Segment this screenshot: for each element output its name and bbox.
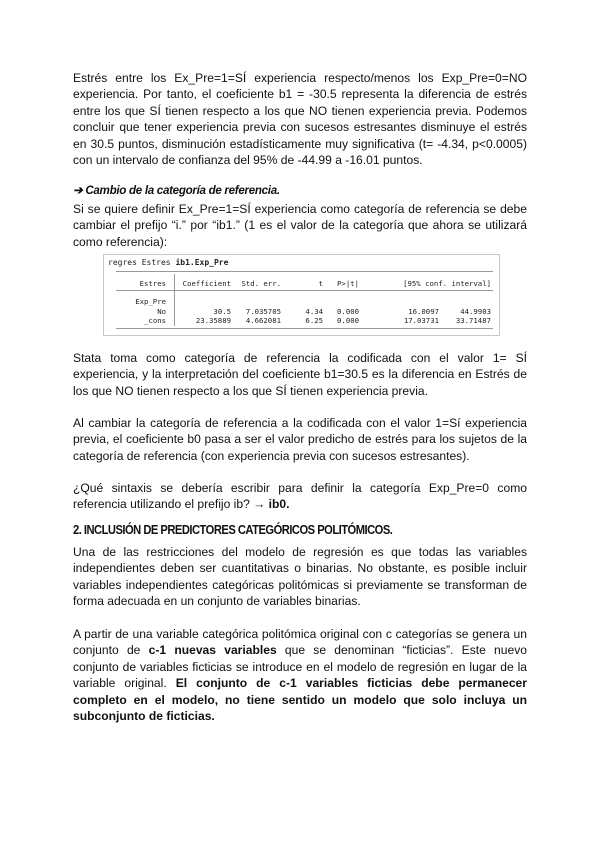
paragraph-interpretation-text: Estrés entre los Ex_Pre=1=SÍ experiencia respecto/menos los Exp_Pre=0=NO experiencia. Por tanto, el coeficiente b1 = -30.5 representa la diferencia de estrés entre los que SÍ tienen respecto a los que NO tienen experiencia previa. Podemos concluir que tener experiencia previa con sucesos estresantes disminuye el estrés en 30.5 puntos, disminución estadísticamente muy significativa (t= -4.34, p<0.0005) con un intervalo de confianza del 95% de -44.99 a -16.01 puntos. — [73, 71, 527, 168]
stata-command — [108, 258, 228, 267]
stata-header-p: P>|t| — [337, 279, 359, 288]
dummy-text-a: A partir de una variable categórica politómica original con c categorías se genera un conjunto de — [73, 627, 527, 658]
stata-command-factor: ib1.Exp_Pre — [175, 258, 229, 267]
stata-row-t: 6.25 — [305, 316, 323, 325]
stata-row-p: 0.000 — [337, 307, 359, 316]
stata-row-label: No — [157, 307, 166, 316]
stata-row-p: 0.000 — [337, 316, 359, 325]
stata-row-ci-low: 16.0097 — [408, 307, 439, 316]
stata-row-cons — [116, 316, 493, 326]
stata-row-se: 4.662081 — [245, 316, 281, 325]
stata-header-row — [116, 279, 493, 289]
stata-row-se: 7.035705 — [245, 307, 281, 316]
stata-row-ci-high: 44.9903 — [460, 307, 491, 316]
stata-bottom-rule — [116, 328, 493, 329]
stata-row-ci-low: 17.03731 — [403, 316, 439, 325]
stata-top-rule — [116, 271, 493, 272]
paragraph-ib1-prefix: Si se quiere definir Ex_Pre=1=SÍ experiencia como categoría de referencia se debe cambiar el prefijo “i.” por “ib1.” (1 es el valor de la categoría que ahora se utilizará como referencia): — [73, 202, 527, 249]
stata-header-depvar: Estres — [139, 279, 166, 288]
paragraph-interpretation — [73, 70, 527, 168]
paragraph-b0-interpretation: Al cambiar la categoría de referencia a la codificada con el valor 1=Sí experiencia previa, el coeficiente b0 pasa a ser el valor predicho de estrés para los sujetos de la categoría de referencia (con experiencia previa con sucesos estresantes). — [73, 416, 527, 463]
stata-row-coef: 23.35889 — [195, 316, 231, 325]
stata-group-label: Exp_Pre — [135, 297, 166, 306]
dummy-bold-1: c-1 nuevas variables — [148, 643, 277, 658]
section-heading: 2. INCLUSIÓN DE PREDICTORES CATEGÓRICOS POLITÓMICOS. — [73, 522, 393, 537]
stata-header-se: Std. err. — [241, 279, 281, 288]
stata-header-rule — [116, 290, 493, 291]
subheading-reference-category: ➔ Cambio de la categoría de referencia. — [73, 184, 280, 197]
dummy-bold-2: El conjunto de c-1 variables ficticias debe permanecer completo en el modelo, no tiene sentido un modelo que solo incluya un subconjunto de ficticias. — [73, 676, 527, 724]
paragraph-restrictions: Una de las restricciones del modelo de regresión es que todas las variables independientes deben ser cuantitativas o binarias. No obstante, es posible incluir variables independientes categóricas politómicas si previamente se transforman de forma adecuada en un conjunto de variables binarias. — [73, 545, 527, 609]
paragraph-dummy-variables — [73, 626, 527, 724]
question-text: ¿Qué sintaxis se debería escribir para definir la categoría Exp_Pre=0 como referencia utilizando el prefijo ib? → — [73, 481, 527, 512]
stata-header-ci: [95% conf. interval] — [403, 279, 491, 288]
question-answer: ib0. — [268, 497, 290, 512]
stata-output — [103, 254, 500, 336]
stata-group-row — [116, 297, 493, 307]
stata-row-label: _cons — [144, 316, 166, 325]
stata-row-coef: 30.5 — [213, 307, 231, 316]
dummy-text-b: que se denominan “ficticias”. Este nuevo conjunto de variables ficticias se introduce en el modelo de regresión en lugar de la variable original. — [73, 643, 527, 691]
stata-header-coef: Coefficient — [182, 279, 231, 288]
paragraph-question — [73, 480, 527, 513]
stata-row-ci-high: 33.71487 — [455, 316, 491, 325]
paragraph-stata-reference: Stata toma como categoría de referencia la codificada con el valor 1= SÍ experiencia, y la interpretación del coeficiente b1=30.5 es la diferencia en Estrés de los que NO tienen respecto a los que SÍ tienen experiencia previa. — [73, 351, 527, 398]
stata-command-prefix: regres Estres — [108, 258, 176, 267]
stata-header-t: t — [318, 279, 323, 288]
stata-row-t: 4.34 — [305, 307, 323, 316]
